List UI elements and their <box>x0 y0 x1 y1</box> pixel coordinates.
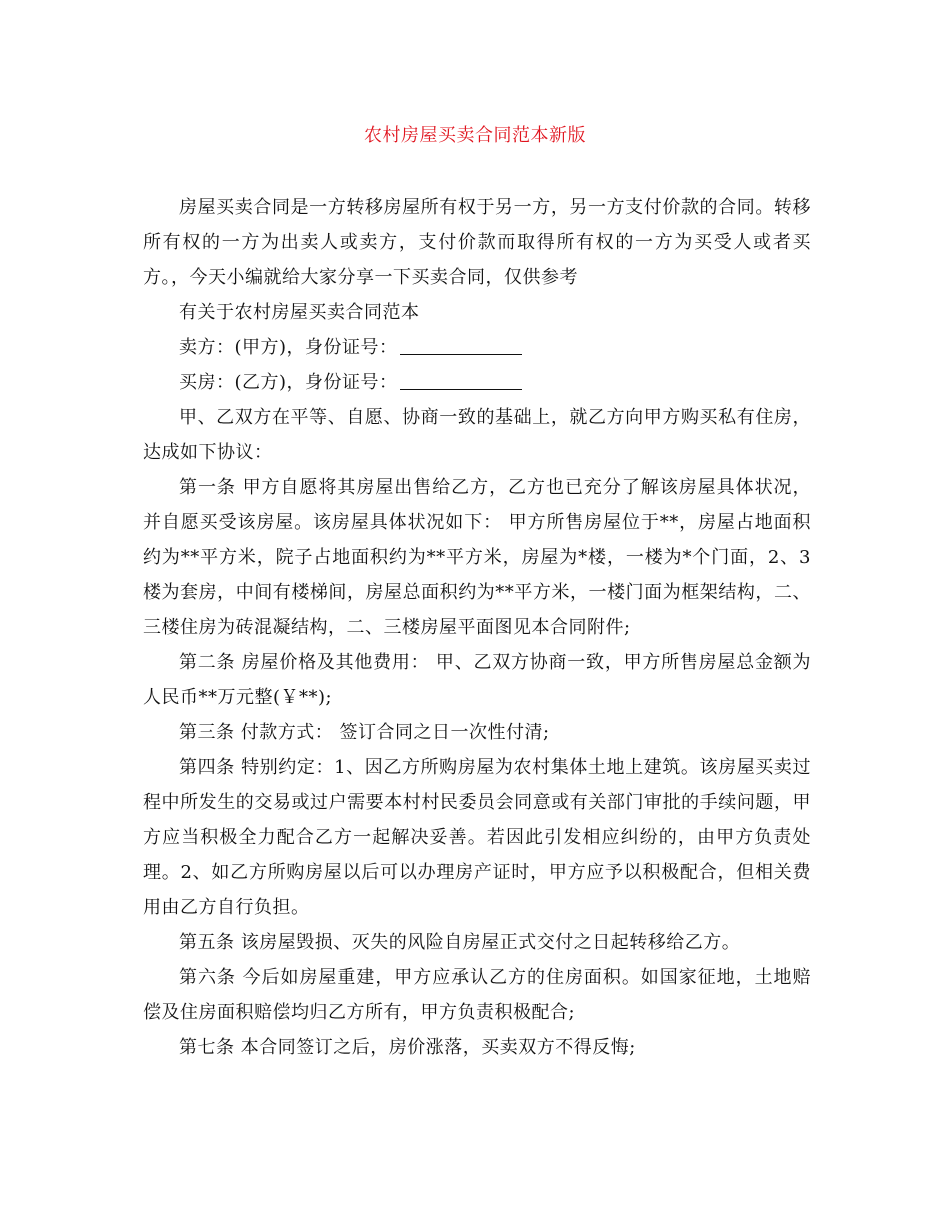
agreement-preamble: 甲、乙双方在平等、自愿、协商一致的基础上，就乙方向甲方购买私有住房，达成如下协议： <box>143 407 811 463</box>
clause-2: 第二条 房屋价格及其他费用： 甲、乙双方协商一致，甲方所售房屋总金额为人民币**万元整(￥**); <box>143 652 811 708</box>
clause-4: 第四条 特别约定：1、因乙方所购房屋为农村集体土地上建筑。该房屋买卖过程中所发生的交易或过户需要本村村民委员会同意或有关部门审批的手续问题，甲方应当积极全力配合乙方一起解决妥善。若因此引发相应纠纷的，由甲方负责处理。2、如乙方所购房屋以后可以办理房产证时，甲方应予以积极配合，但相关费用由乙方自行负担。 <box>143 757 811 918</box>
clause-7: 第七条 本合同签订之后，房价涨落，买卖双方不得反悔; <box>179 1037 636 1058</box>
intro-paragraph: 房屋买卖合同是一方转移房屋所有权于另一方，另一方支付价款的合同。转移所有权的一方为出卖人或卖方，支付价款而取得所有权的一方为买受人或者买方。，今天小编就给大家分享一下买卖合同，仅供参考 <box>143 197 811 288</box>
seller-line <box>143 330 811 365</box>
buyer-line <box>143 365 811 400</box>
buyer-id-blank <box>400 371 522 390</box>
clause-3: 第三条 付款方式： 签订合同之日一次性付清; <box>179 722 550 743</box>
clause-6: 第六条 今后如房屋重建，甲方应承认乙方的住房面积。如国家征地，土地赔偿及住房面积赔偿均归乙方所有，甲方负责积极配合; <box>143 967 811 1023</box>
clause-5: 第五条 该房屋毁损、灭失的风险自房屋正式交付之日起转移给乙方。 <box>179 932 741 953</box>
clause-1: 第一条 甲方自愿将其房屋出售给乙方，乙方也已充分了解该房屋具体状况，并自愿买受该房屋。该房屋具体状况如下： 甲方所售房屋位于**，房屋占地面积约为**平方米，院子占地面积约为**平方米，房屋为*楼，一楼为*个门面，2、3楼为套房，中间有楼梯间，房屋总面积约为**平方米，一楼门面为框架结构，二、三楼住房为砖混凝结构，二、三楼房屋平面图见本合同附件; <box>143 477 811 638</box>
document-body <box>143 190 811 1065</box>
seller-id-blank <box>400 336 522 355</box>
buyer-label: 买房：(乙方)，身份证号： <box>179 372 398 393</box>
document-title: 农村房屋买卖合同范本新版 <box>364 125 586 146</box>
seller-label: 卖方：(甲方)，身份证号： <box>179 337 398 358</box>
section-heading: 有关于农村房屋买卖合同范本 <box>179 302 420 323</box>
